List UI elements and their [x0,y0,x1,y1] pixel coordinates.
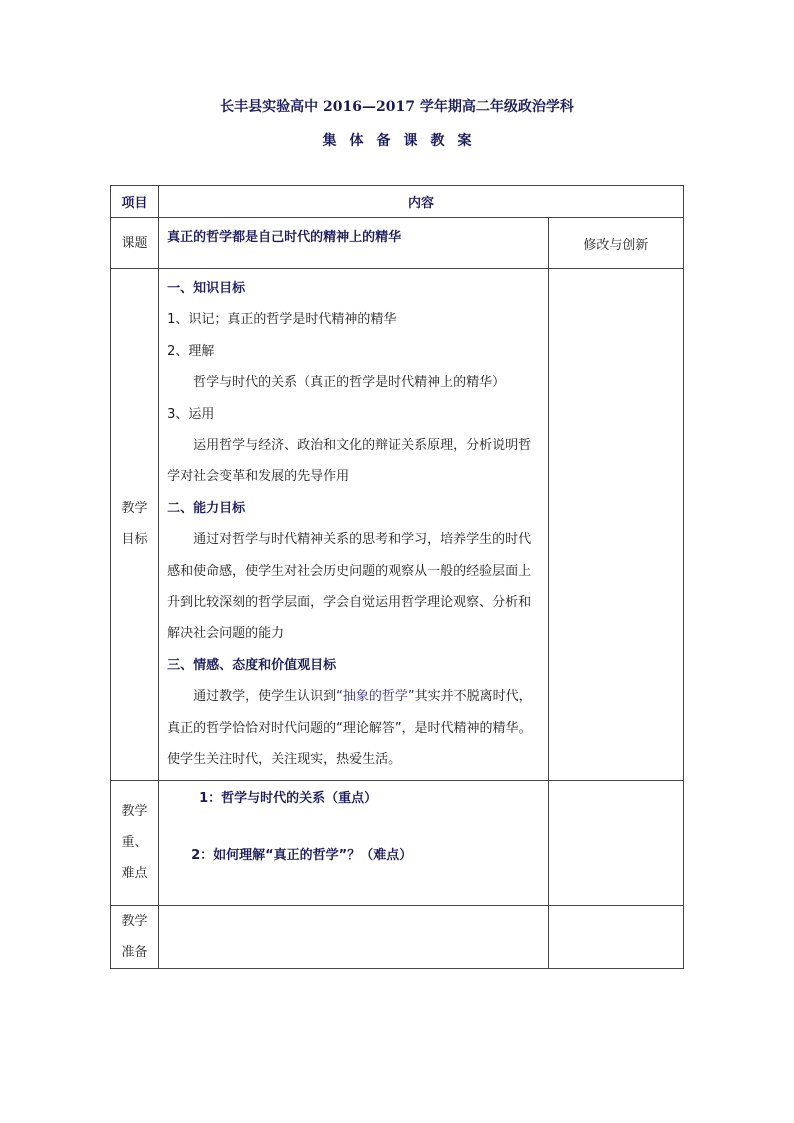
prep-notes [548,905,683,968]
keypoints-notes [548,780,683,905]
topic-row [111,218,684,269]
document-subtitle: 集体备课教案 [322,133,485,149]
knowledge-heading: 一、知识目标 [167,281,246,296]
topic-label: 课题 [111,218,159,269]
objectives-row [111,269,684,781]
modify-label: 修改与创新 [548,218,683,269]
knowledge-item-2-detail: 哲学与时代的关系（真正的哲学是时代精神上的精华） [193,375,506,391]
objectives-notes [548,269,683,781]
prep-label: 教学 准备 [111,905,159,968]
keypoint-2: 2：如何理解“真正的哲学”？（难点） [191,847,413,863]
keypoints-content [159,780,549,905]
knowledge-item-1: 1、识记；真正的哲学是时代精神的精华 [167,312,397,328]
emotion-text: 通过教学，使学生认识到“抽象的哲学”其实并不脱离时代，真正的哲学恰恰对时代问题的“理论解答”，是时代精神的精华。使学生关注时代，关注现实，热爱生活。 [167,689,532,768]
prep-row [111,905,684,968]
prep-content [159,905,549,968]
emotion-quote: “抽象的哲学” [336,689,415,705]
emotion-heading: 三、情感、态度和价值观目标 [167,657,337,673]
knowledge-item-3-detail: 运用哲学与经济、政治和文化的辩证关系原理，分析说明哲学对社会变革和发展的先导作用 [167,438,532,485]
topic-text: 真正的哲学都是自己时代的精神上的精华 [159,218,549,269]
objectives-content [159,269,549,781]
knowledge-item-3: 3、运用 [167,406,215,422]
knowledge-item-2: 2、理解 [167,343,215,359]
header-content: 内容 [159,186,684,218]
ability-text: 通过对哲学与时代精神关系的思考和学习，培养学生的时代感和使命感，使学生对社会历史问题的观察从一般的经验层面上升到比较深刻的哲学层面，学会自觉运用哲学理论观察、分析和解决社会问题的能力 [167,532,532,642]
ability-heading: 二、能力目标 [167,500,246,516]
table-header-row [111,186,684,218]
lesson-plan-table [110,185,684,969]
keypoints-row [111,780,684,905]
keypoints-label: 教学 重、 难点 [111,780,159,905]
objectives-label: 教学 目标 [111,269,159,781]
keypoint-1: 1：哲学与时代的关系（重点） [199,790,378,806]
header-item: 项目 [111,186,159,218]
document-title: 长丰县实验高中 2016—2017 学年期高二年级政治学科 [220,99,574,115]
